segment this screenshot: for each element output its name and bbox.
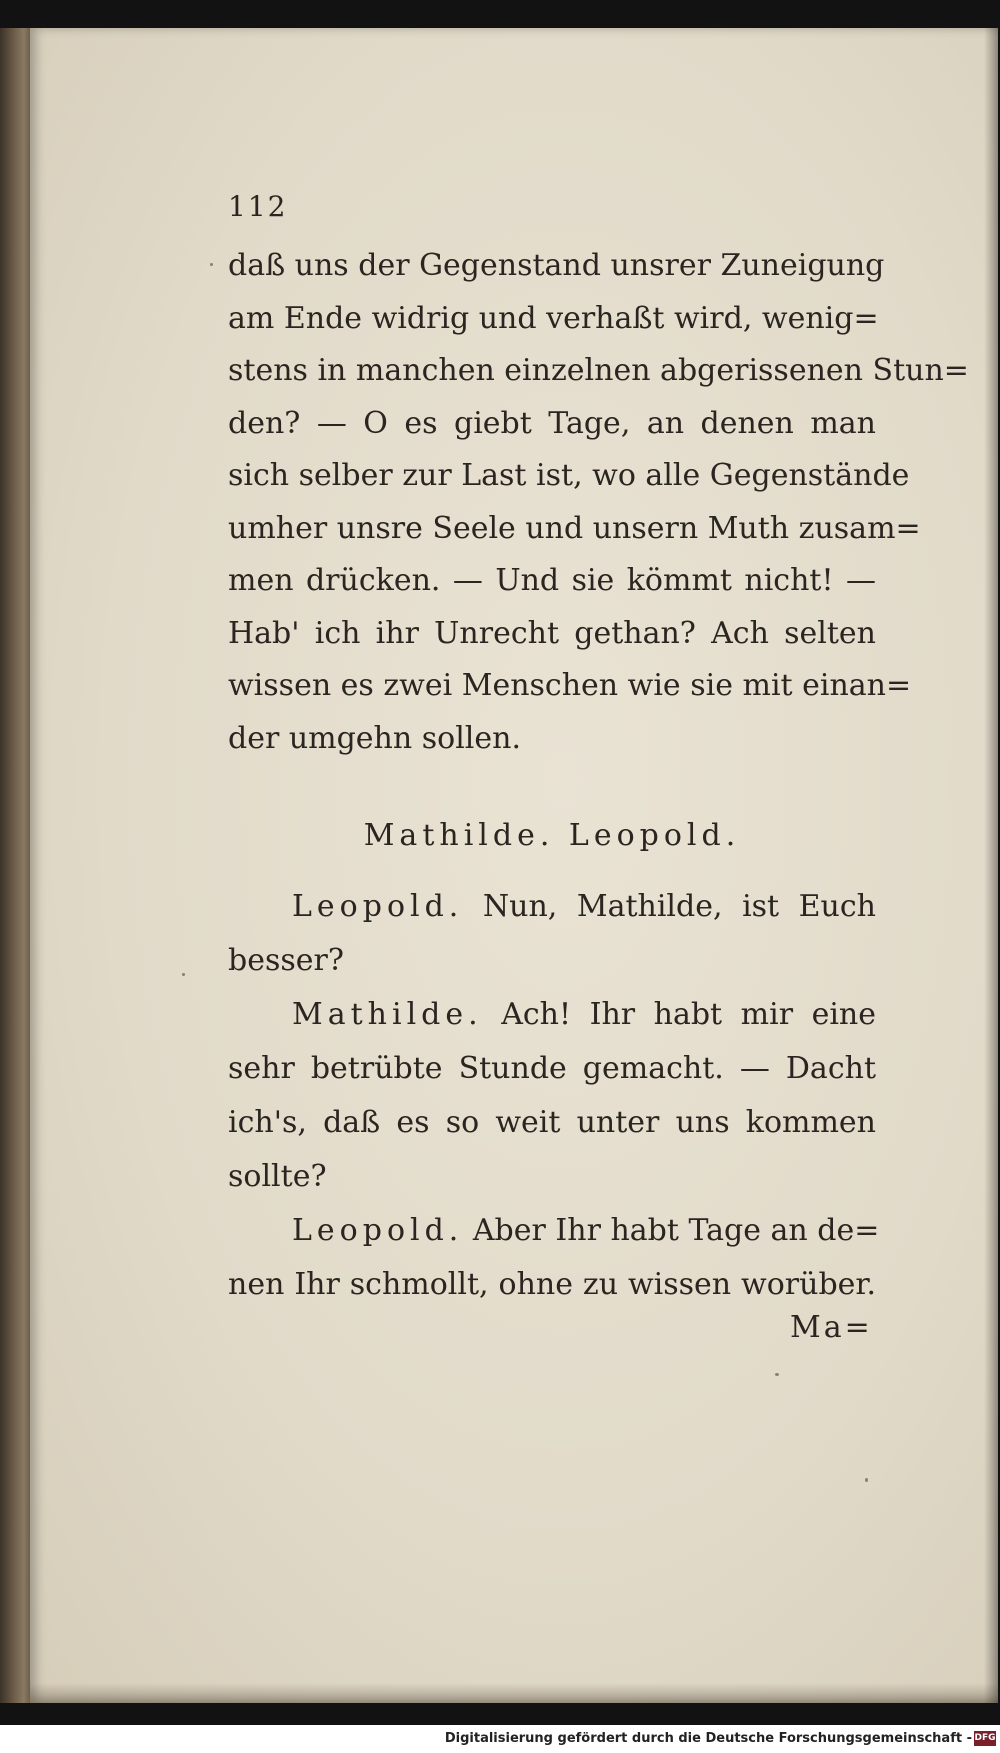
dfg-logo-icon: DFG	[974, 1731, 996, 1746]
dialogue-line	[228, 1204, 880, 1258]
dialogue-text: Ach! Ihr habt mir eine	[501, 997, 876, 1032]
speaker-name: Leopold.	[292, 1213, 464, 1248]
dialogue-line: besser?	[228, 943, 344, 978]
speaker-name: Leopold.	[292, 889, 464, 924]
text-line: am Ende widrig und verhaßt wird, wenig=	[228, 300, 879, 336]
dialogue-line	[228, 880, 876, 934]
page-edge-shadow	[984, 28, 998, 1703]
dialogue	[228, 880, 880, 1312]
page-number: 112	[228, 190, 288, 223]
text-line: sich selber zur Last ist, wo alle Gegenstände	[228, 458, 910, 493]
paper-speck	[775, 1373, 779, 1376]
text-line: Hab' ich ihr Unrecht gethan? Ach selten	[228, 615, 876, 651]
paper-speck	[210, 263, 213, 266]
dialogue-line: ich's, daß es so weit unter uns kommen	[228, 1105, 876, 1140]
text-line: der umgehn sollen.	[228, 720, 521, 756]
text-line: wissen es zwei Menschen wie sie mit einan=	[228, 668, 912, 703]
dialogue-text: Aber Ihr habt Tage an de=	[472, 1213, 880, 1248]
paper-speck	[182, 973, 185, 976]
scene-heading: Mathilde. Leopold.	[363, 818, 741, 853]
text-line: umher unsre Seele und unsern Muth zusam=	[228, 510, 921, 546]
book-spine	[0, 28, 34, 1703]
paragraph	[228, 240, 969, 765]
dialogue-line	[228, 988, 876, 1042]
text-line: den? — O es giebt Tage, an denen man	[228, 405, 876, 441]
page-bottom-edge	[30, 1683, 998, 1703]
paper-speck	[865, 1478, 868, 1482]
dialogue-line: sollte?	[228, 1159, 327, 1194]
dialogue-line: sehr betrübte Stunde gemacht. — Dacht	[228, 1051, 876, 1086]
dialogue-line: nen Ihr schmollt, ohne zu wissen worüber.	[228, 1267, 876, 1302]
catchword: Ma=	[790, 1310, 873, 1345]
footer-credit: Digitalisierung gefördert durch die Deutsche Forschungsgemeinschaft -	[444, 1731, 972, 1746]
text-line: daß uns der Gegenstand unsrer Zuneigung	[228, 248, 885, 283]
dialogue-text: Nun, Mathilde, ist Euch	[482, 889, 876, 924]
text-line: stens in manchen einzelnen abgerissenen Stun=	[228, 353, 969, 388]
speaker-name: Mathilde.	[292, 997, 483, 1032]
text-line: men drücken. — Und sie kömmt nicht! —	[228, 563, 876, 598]
